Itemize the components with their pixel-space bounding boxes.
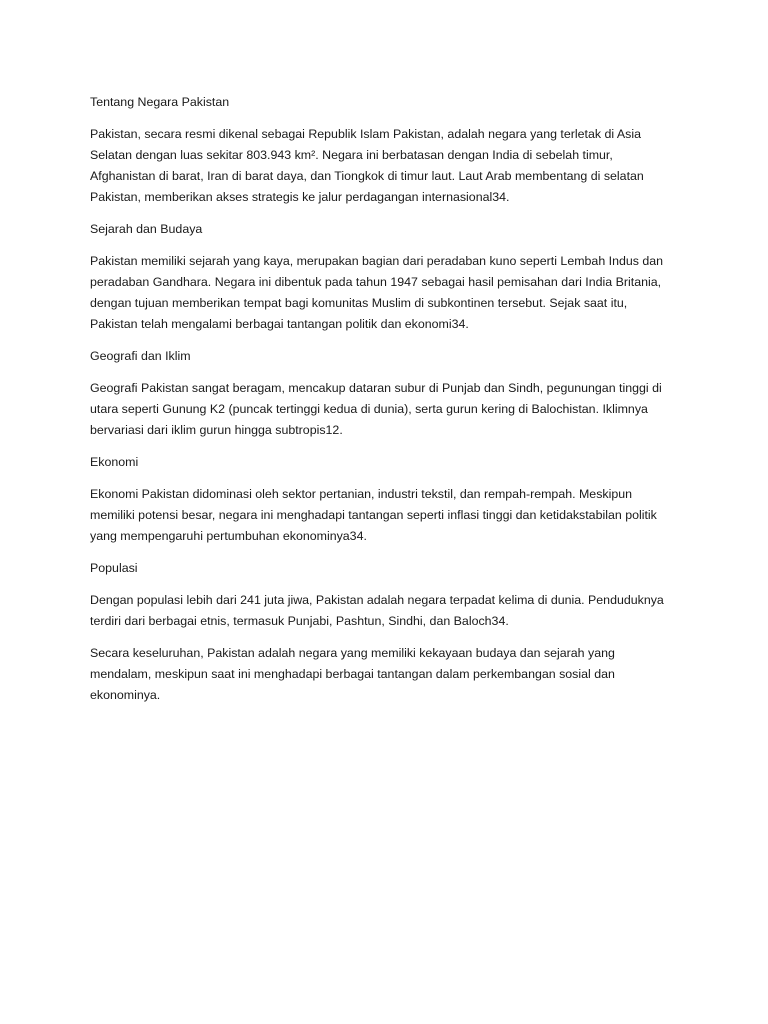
section-heading-text: Sejarah dan Budaya [90,222,203,236]
paragraph-line: Selatan dengan luas sekitar 803.943 km². Negara ini berbatasan dengan India di sebelah timur, [90,148,613,162]
conclusion-paragraph [90,643,690,706]
section-heading-populasi [90,558,690,579]
intro-paragraph [90,124,690,208]
paragraph-line: utara seperti Gunung K2 (puncak tertinggi kedua di dunia), serta gurun kering di Balochistan. Iklimnya [90,402,648,416]
paragraph-line: memiliki potensi besar, negara ini menghadapi tantangan seperti inflasi tinggi dan ketidakstabilan politik [90,508,657,522]
section-heading-geografi [90,346,690,367]
paragraph-line: bervariasi dari iklim gurun hingga subtropis12. [90,423,343,437]
paragraph-line: peradaban Gandhara. Negara ini dibentuk pada tahun 1947 sebagai hasil pemisahan dari India Britania, [90,275,662,289]
paragraph-line: Pakistan, secara resmi dikenal sebagai Republik Islam Pakistan, adalah negara yang terletak di Asia [90,127,642,141]
paragraph-line: terdiri dari berbagai etnis, termasuk Punjabi, Pashtun, Sindhi, dan Baloch34. [90,614,509,628]
section-heading-ekonomi [90,452,690,473]
paragraph-line: yang mempengaruhi pertumbuhan ekonominya34. [90,529,367,543]
paragraph-line: Afghanistan di barat, Iran di barat daya, dan Tiongkok di timur laut. Laut Arab membentang di selatan [90,169,644,183]
section-paragraph-geografi [90,378,690,441]
section-paragraph-ekonomi [90,484,690,547]
section-heading-text: Ekonomi [90,455,139,469]
paragraph-line: Dengan populasi lebih dari 241 juta jiwa, Pakistan adalah negara terpadat kelima di dunia. Penduduknya [90,593,664,607]
section-heading-text: Populasi [90,561,138,575]
section-heading-sejarah [90,219,690,240]
section-heading-text: Geografi dan Iklim [90,349,191,363]
paragraph-line: dengan tujuan memberikan tempat bagi komunitas Muslim di subkontinen tersebut. Sejak saat itu, [90,296,628,310]
document-title [90,92,690,113]
paragraph-line: Pakistan telah mengalami berbagai tantangan politik dan ekonomi34. [90,317,469,331]
section-paragraph-sejarah [90,251,690,335]
section-paragraph-populasi [90,590,690,632]
paragraph-line: Geografi Pakistan sangat beragam, mencakup dataran subur di Punjab dan Sindh, pegunungan tinggi di [90,381,662,395]
document-body [90,92,690,717]
paragraph-line: Pakistan memiliki sejarah yang kaya, merupakan bagian dari peradaban kuno seperti Lembah Indus dan [90,254,664,268]
paragraph-line: ekonominya. [90,688,161,702]
paragraph-line: mendalam, meskipun saat ini menghadapi berbagai tantangan dalam perkembangan sosial dan [90,667,615,681]
paragraph-line: Pakistan, memberikan akses strategis ke jalur perdagangan internasional34. [90,190,510,204]
paragraph-line: Secara keseluruhan, Pakistan adalah negara yang memiliki kekayaan budaya dan sejarah yang [90,646,615,660]
document-title-text: Tentang Negara Pakistan [90,95,230,109]
paragraph-line: Ekonomi Pakistan didominasi oleh sektor pertanian, industri tekstil, dan rempah-rempah. Meskipun [90,487,633,501]
